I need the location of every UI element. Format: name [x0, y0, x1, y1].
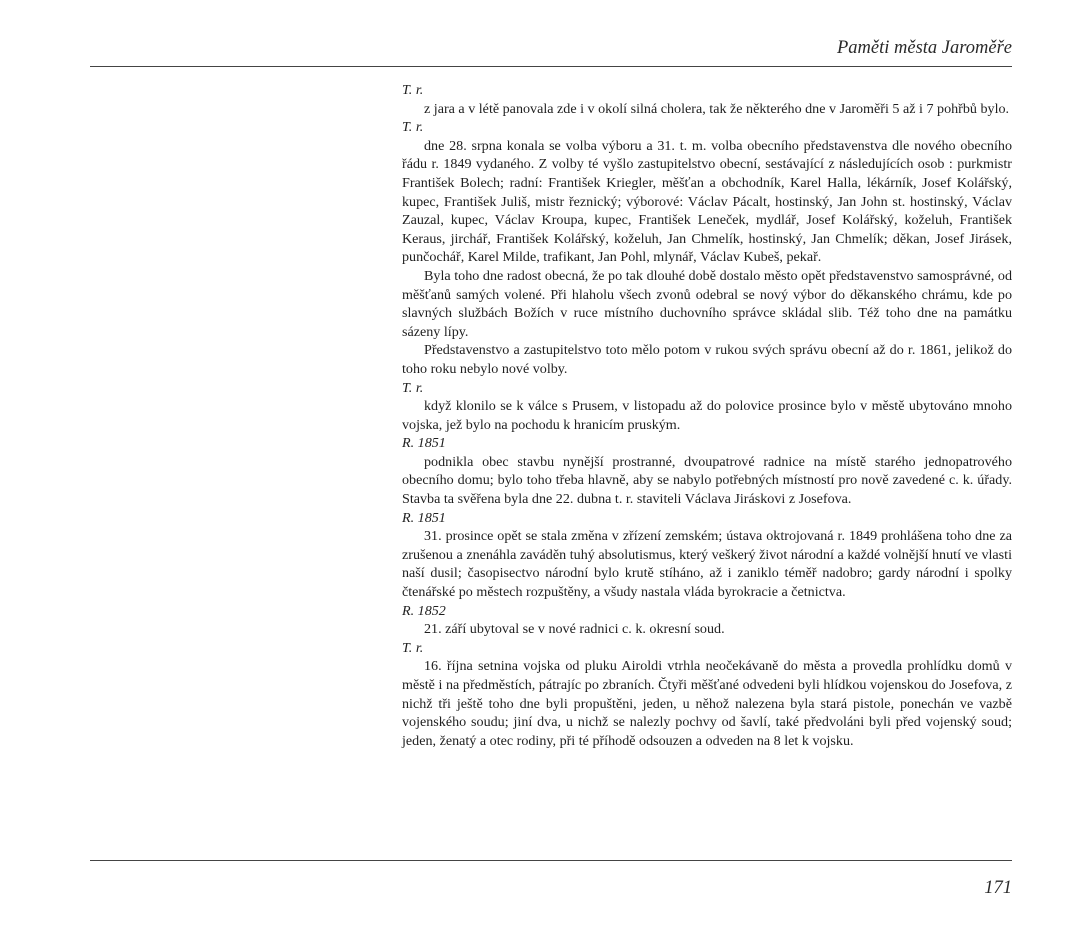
entry-marker: T. r. [402, 119, 424, 136]
page-number: 171 [984, 878, 1012, 898]
header-rule [90, 66, 1012, 67]
entry-marker: T. r. [402, 639, 424, 656]
entry-paragraph: dne 28. srpna konala se volba výboru a 31. t. m. volba obecního představenstva dle nového obecního řádu r. 1849 vydaného. Z volby té vyšlo zastupitelstvo obecní, sestávající z následujících osob : purkmistr František Bolech; radní: František Kriegler, měšťan a obchodník, Karel Halla, lékárník, Josef Kolářský, kupec, František Juliš, mistr řeznický; výborové: Václav Pácalt, hostinský, Jan John st. hostinský, Václav Zauzal, kupec, Václav Kroupa, kupec, František Leneček, mydlář, Josef Kolářský, koželuh, František Keraus, jirchář, František Kolářský, koželuh, Jan Chmelík, hostinský, Jan Chmelík; děkan, Josef Jirásek, punčochář, Karel Milde, trafikant, Jan Pohl, mlynář, Václav Kubeš, pekař. [402, 137, 1012, 266]
entry-marker: R. 1851 [402, 435, 446, 452]
entry-marker: T. r. [402, 379, 424, 396]
chronicle-text [402, 81, 1012, 750]
entry-paragraph: když klonilo se k válce s Prusem, v listopadu až do polovice prosince bylo v městě ubytováno mnoho vojska, jež bylo na pochodu k hranicím pruským. [402, 398, 1012, 433]
running-header: Paměti města Jaroměře [836, 38, 1012, 58]
entry-marker: R. 1852 [402, 602, 446, 619]
footer-rule [90, 860, 1012, 861]
entry-paragraph: 16. října setnina vojska od pluku Airoldi vtrhla neočekávaně do města a provedla prohlídku domů v městě i na předměstích, pátrajíc po zbraních. Čtyři měšťané odvedeni byli hlídkou vojenskou do Josefova, z nichž tři ještě toho dne byli propuštěni, jeden, u něhož nalezena byla stará pistole, ponechán ve vazbě vojenského soudu; jiní dva, u nichž se nalezly pochvy od šavlí, také předvoláni byli před vojenský soud; jeden, ženatý a otec rodiny, při té příhodě odsouzen a odveden na 8 let k vojsku. [402, 658, 1012, 749]
entry-paragraph: podnikla obec stavbu nynější prostranné, dvoupatrové radnice na místě starého jednopatrového obecního domu; bylo toho třeba hlavně, aby se nabylo potřebných místností pro nově zavedené c. k. úřady. Stavba ta svěřena byla dne 22. dubna t. r. staviteli Václava Jiráskovi z Josefova. [402, 453, 1012, 508]
entry-marker: T. r. [402, 82, 424, 98]
entry-paragraph: Byla toho dne radost obecná, že po tak dlouhé době dostalo město opět představenstvo samosprávné, od měšťanů samých volené. Při hlaholu všech zvonů odebral se nový výbor do děkanského chrámu, kde po slavných službách Božích v ruce místního duchovního správce skládal slib. Též toho dne na památku sázeny lípy. [402, 267, 1012, 340]
entry-paragraph: 31. prosince opět se stala změna v zřízení zemském; ústava oktrojovaná r. 1849 prohlášena toho dne za zrušenou a znenáhla zaváděn tuhý absolutismus, který veškerý život národní a každé volnější hnutí ve vlasti naší dusil; časopisectvo národní bylo krutě stíháno, až i zaniklo téměř nadobro; gardy národní i spolky čtenářské po městech rozpuštěny, a všudy nastala vláda byrokracie a četnictva. [402, 528, 1012, 601]
entry-paragraph: z jara a v létě panovala zde i v okolí silná cholera, tak že některého dne v Jaroměři 5 až i 7 pohřbů bylo. [424, 100, 1010, 117]
entry-paragraph: Představenstvo a zastupitelstvo toto mělo potom v rukou svých správu obecní až do r. 1861, jelikož do toho roku nebylo nové volby. [402, 342, 1012, 377]
entry-marker: R. 1851 [402, 509, 446, 526]
entry-paragraph: 21. září ubytoval se v nové radnici c. k. okresní soud. [424, 621, 725, 638]
